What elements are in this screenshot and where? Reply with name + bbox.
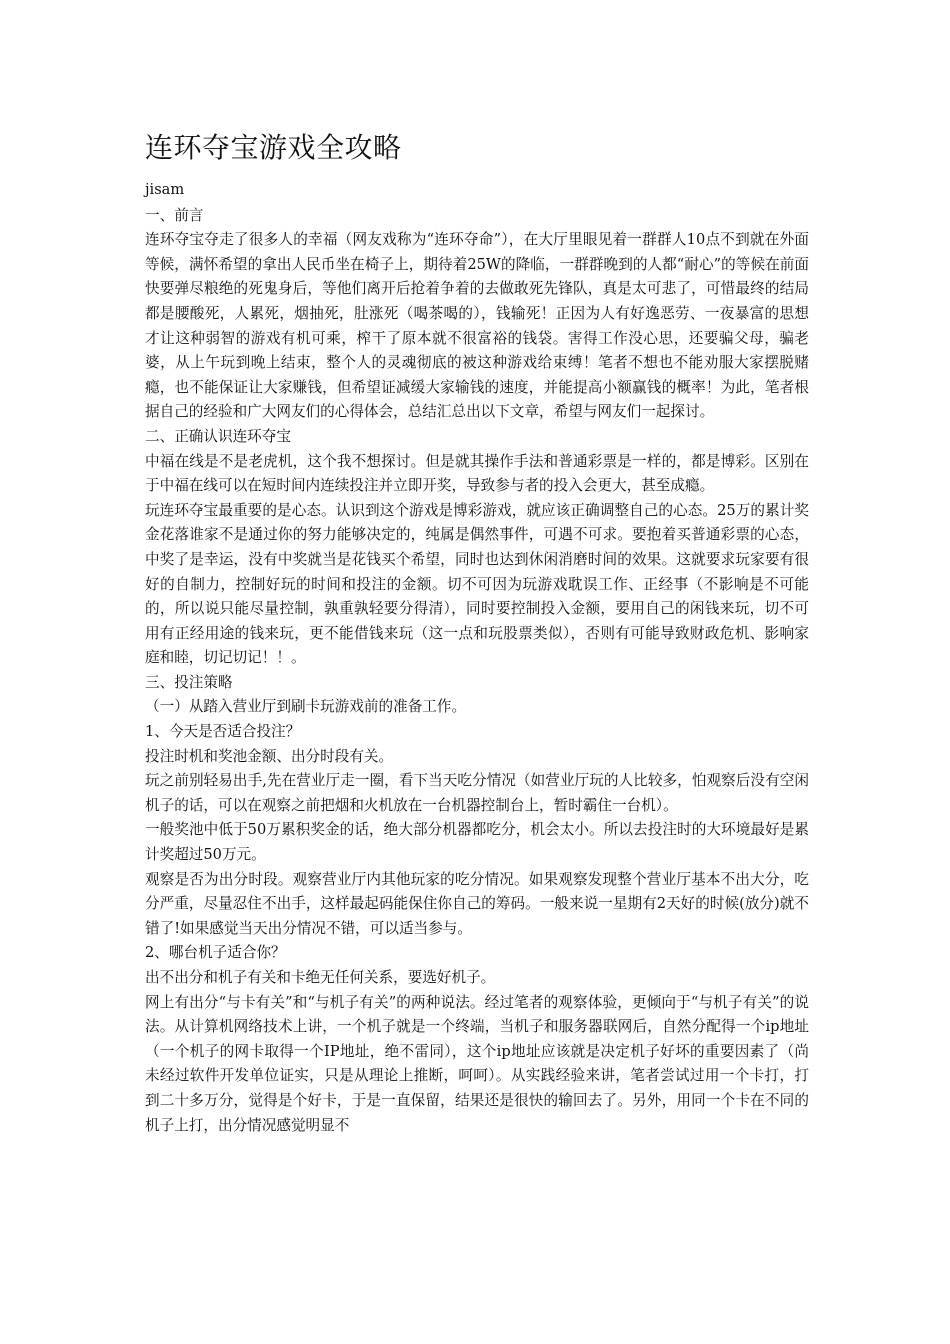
item-heading-which-machine: 2、哪台机子适合你？ — [145, 944, 286, 962]
paragraph-payout-period: 观察是否为出分时段。观察营业厅内其他玩家的吃分情况。如果观察发现整个营业厅基本不出大分，吃分严重，尽量忍住不出手，这样最起码能保住你自己的筹码。一般来说一星期有2天好的时候(放分)就不错了!如果感觉当天出分情况不错，可以适当参与。 — [145, 870, 809, 937]
paragraph-observe-hall: 玩之前别轻易出手,先在营业厅走一圈，看下当天吃分情况（如营业厅玩的人比较多，怕观察后没有空闲机子的话，可以在观察之前把烟和火机放在一台机器控制台上，暂时霸住一台机）。 — [145, 772, 809, 814]
paragraph-machine-choice: 出不出分和机子有关和卡绝无任何关系，要选好机子。 — [145, 969, 496, 986]
item-heading-suitable-day: 1、今天是否适合投注？ — [145, 723, 301, 741]
paragraph-mindset: 玩连环夺宝最重要的是心态。认识到这个游戏是博彩游戏，就应该正确调整自己的心态。25万的累计奖金花落谁家不是通过你的努力能够决定的，纯属是偶然事件，可遇不可求。要抱着买普通彩票的心态，中奖了是幸运，没有中奖就当是花钱买个希望，同时也达到休闲消磨时间的效果。这就要求玩家要有很好的自制力，控制好玩的时间和投注的金额。切不可因为玩游戏耽误工作、正经事（不影响是不可能的，所以说只能尽量控制，孰重孰轻要分得清），同时要控制投入金额，要用自己的闲钱来玩，切不可用有正经用途的钱来玩，更不能借钱来玩（这一点和玩股票类似），否则有可能导致财政危机、影响家庭和睦，切记切记！！。 — [145, 501, 809, 667]
paragraph-timing: 投注时机和奖池金额、出分时段有关。 — [145, 747, 394, 765]
section-heading-strategy: 三、投注策略 — [145, 673, 233, 691]
paragraph-card-vs-machine: 网上有出分“与卡有关”和“与机子有关”的两种说法。经过笔者的观察体验，更倾向于“与机子有关”的说法。从计算机网络技术上讲，一个机子就是一个终端，当机子和服务器联网后，自然分配得一个ip地址（一个机子的网卡取得一个IP地址，绝不雷同），这个ip地址应该就是决定机子好坏的重要因素了（尚未经过软件开发单位证实，只是从理论上推断，呵呵）。从实践经验来讲，笔者尝试过用一个卡打，打到二十多万分，觉得是个好卡，于是一直保留，结果还是很快的输回去了。另外，用同一个卡在不同的机子上打，出分情况感觉明显不 — [145, 993, 809, 1134]
document-page — [145, 128, 809, 1138]
subsection-heading-preparation: （一）从踏入营业厅到刷卡玩游戏前的准备工作。 — [145, 698, 467, 716]
paragraph-lottery-nature: 中福在线是不是老虎机，这个我不想探讨。但是就其操作手法和普通彩票是一样的，都是博彩。区别在于中福在线可以在短时间内连续投注并立即开奖，导致参与者的投入会更大，甚至成瘾。 — [145, 452, 809, 495]
paragraph-preface: 连环夺宝夺走了很多人的幸福（网友戏称为“连环夺命”），在大厅里眼见着一群群人10点不到就在外面等候，满怀希望的拿出人民币坐在椅子上，期待着25W的降临，一群群晚到的人都“耐心”的等候在前面快要弹尽粮绝的死鬼身后，等他们离开后抢着争着的去做敢死先锋队，真是太可悲了，可惜最终的结局都是腰酸死，人累死，烟抽死，肚涨死（喝茶喝的），钱输死！正因为人有好逸恶劳、一夜暴富的思想才让这种弱智的游戏有机可乘，榨干了原本就不很富裕的钱袋。害得工作没心思，还要骗父母，骗老婆，从上午玩到晚上结束，整个人的灵魂彻底的被这种游戏给束缚！笔者不想也不能劝服大家摆脱赌瘾，也不能保证让大家赚钱，但希望证减缓大家输钱的速度，并能提高小额赢钱的概率！为此，笔者根据自己的经验和广大网友们的心得体会，总结汇总出以下文章，希望与网友们一起探讨。 — [145, 231, 809, 421]
document-title: 连环夺宝游戏全攻略 — [145, 131, 402, 164]
paragraph-jackpot: 一般奖池中低于50万累积奖金的话，绝大部分机器都吃分，机会太小。所以去投注时的大环境最好是累计奖超过50万元。 — [145, 821, 809, 864]
section-heading-understanding: 二、正确认识连环夺宝 — [145, 427, 291, 445]
author-name: jisam — [145, 181, 185, 198]
section-heading-preface: 一、前言 — [145, 206, 204, 224]
